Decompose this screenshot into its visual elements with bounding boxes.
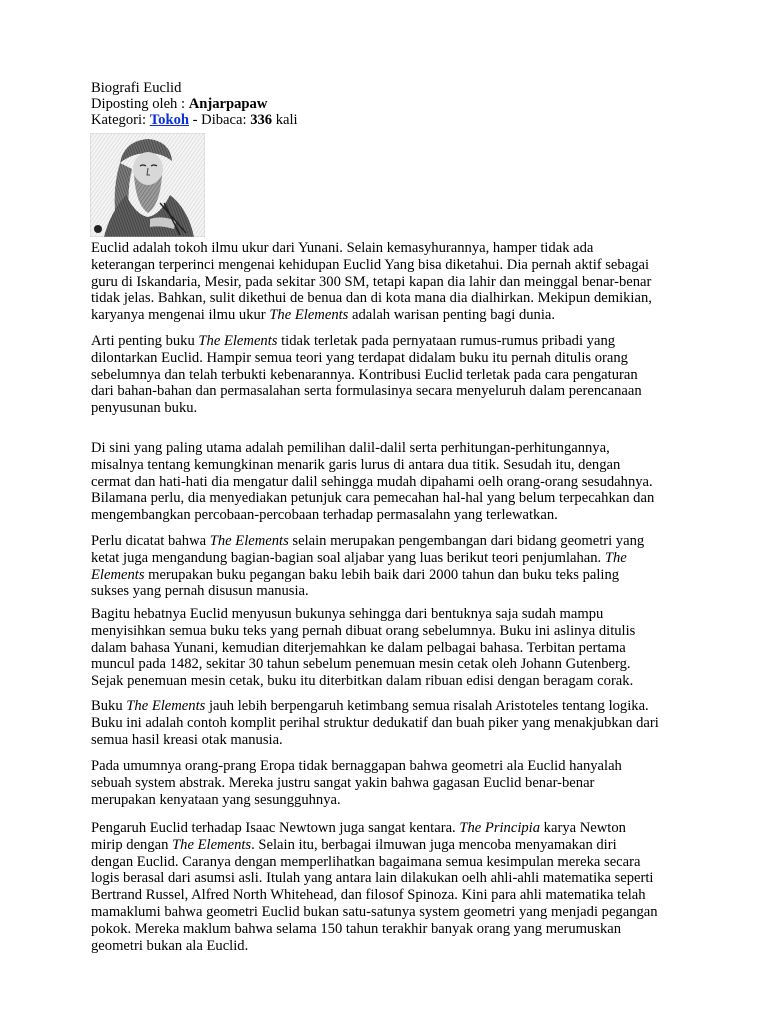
paragraph-line: Bilamana perlu, dia menyediakan petunjuk cara pemecahan hal-hal yang belum terpecahkan dan: [91, 490, 655, 507]
paragraph-line: dari bahan-bahan dan permasalahan serta formulasinya secara menyeluruh dalam perencanaan: [91, 383, 642, 400]
book-title: The Elements: [198, 333, 278, 349]
paragraph-line: Sejak penemuan mesin cetak, buku itu diterbitkan dalam ribuan edisi dengan beragam corak.: [91, 673, 634, 690]
paragraph-line: merupakan kenyataan yang sesungguhnya.: [91, 791, 341, 808]
paragraph-line: Bertrand Russel, Alfred North Whitehead, dan filosof Spinoza. Kini para ahli matematika telah: [91, 887, 646, 904]
paragraph-line: dilontarkan Euclid. Hampir semua teori yang terdapat didalam buku itu pernah ditulis orang: [91, 349, 628, 366]
paragraph-line: Euclid adalah tokoh ilmu ukur dari Yunani. Selain kemasyhurannya, hamper tidak ada: [91, 240, 594, 256]
paragraph-8: [91, 820, 681, 954]
author-name: Anjarpapaw: [188, 96, 268, 112]
paragraph-line: geometri bukan ala Euclid.: [91, 937, 249, 954]
paragraph-1: [91, 240, 681, 324]
paragraph-line: misalnya tentang kemungkinan menarik garis lurus di antara dua titik. Sesudah itu, dengan: [91, 456, 621, 473]
posted-by-line: [91, 96, 267, 113]
paragraph-line: Pada umumnya orang-prang Eropa tidak bernaggapan bahwa geometri ala Euclid hanyalah: [91, 758, 622, 774]
book-title: The Elements: [172, 836, 252, 853]
paragraph-line: dengan Euclid. Caranya dengan memperlihatkan bagaimana semua kesimpulan mereka secara: [91, 853, 641, 870]
paragraph-line: Pengaruh Euclid terhadap Isaac Newtown juga sangat kentara. The Principia karya Newton: [91, 820, 626, 836]
paragraph-line: muncul pada 1482, sekitar 30 tahun sebelum penemuan mesin cetak oleh Johann Gutenberg.: [91, 656, 631, 673]
paragraph-7: [91, 758, 681, 808]
paragraph-line: pokok. Mereka maklum bahwa selama 150 tahun terakhir banyak orang yang merumuskan: [91, 920, 622, 937]
paragraph-line: mengembangkan percobaan-percobaan terhadap permasalahn yang terlewatkan.: [91, 507, 558, 524]
paragraph-line: Buku ini adalah contoh komplit perihal struktur dedukatif dan buah piker yang menakjubkan dari: [91, 714, 659, 731]
category-link[interactable]: Tokoh: [149, 112, 189, 128]
book-title: The Elements: [126, 698, 206, 714]
read-label: - Dibaca:: [189, 112, 251, 128]
paragraph-line: Buku The Elements jauh lebih berpengaruh ketimbang semua risalah Aristoteles tentang logika.: [91, 698, 649, 714]
paragraph-line: Arti penting buku The Elements tidak terletak pada pernyataan rumus-rumus pribadi yang: [91, 333, 616, 349]
title-text: Biografi Euclid: [91, 80, 182, 96]
euclid-portrait: [90, 133, 205, 237]
paragraph-line: sebelumnya dan telah terbukti kebenarannya. Kontribusi Euclid terletak pada cara pengaturan: [91, 366, 638, 383]
paragraph-2: [91, 333, 681, 417]
paragraph-line: keterangan terperinci mengenai kehidupan Euclid Yang bisa diketahui. Dia pernah aktif sebagai: [91, 256, 650, 273]
posted-by-label: Diposting oleh :: [91, 96, 189, 112]
paragraph-6: [91, 698, 681, 748]
book-title: The Elements: [269, 307, 349, 324]
paragraph-4: [91, 533, 681, 600]
paragraph-line: Elements merupakan buku pegangan baku lebih baik dari 2000 tahun dan buku teks paling: [91, 566, 620, 583]
page-title: [91, 80, 181, 97]
paragraph-line: Bagitu hebatnya Euclid menyusun bukunya sehingga dari bentuknya saja sudah mampu: [91, 606, 604, 622]
paragraph-line: semua hasil kreasi otak manusia.: [91, 731, 283, 748]
paragraph-line: menyisihkan semua buku teks yang pernah dibuat orang sebelumnya. Buku ini aslinya ditulis: [91, 622, 636, 639]
paragraph-line: sukses yang pernah disusun manusia.: [91, 583, 309, 600]
euclid-engraving-image: [90, 133, 205, 237]
category-line: [91, 112, 298, 129]
paragraph-line: Perlu dicatat bahwa The Elements selain merupakan pengembangan dari bidang geometri yang: [91, 533, 645, 549]
book-title: The: [604, 549, 627, 566]
book-title: The Principia: [459, 820, 541, 836]
book-title: Elements: [91, 566, 145, 583]
paragraph-line: dalam bahasa Yunani, kemudian diterjemahkan ke dalam pelbagai bahasa. Terbitan pertama: [91, 639, 626, 656]
paragraph-line: mamaklumi bahwa geometri Euclid bukan satu-satunya system geometri yang menjadi pegangan: [91, 903, 658, 920]
paragraph-line: logis berasal dari asumsi asli. Itulah yang antara lain dilakukan oelh ahli-ahli matematika seperti: [91, 870, 654, 887]
read-suffix: kali: [272, 112, 298, 128]
paragraph-line: guru di Iskandaria, Mesir, pada sekitar 300 SM, tetapi kapan dia lahir dan meinggal benar-benar: [91, 273, 652, 290]
paragraph-line: Di sini yang paling utama adalah pemilihan dalil-dalil serta perhitungan-perhitungannya,: [91, 440, 610, 456]
read-count: 336: [250, 112, 273, 128]
book-title: The Elements: [209, 533, 289, 549]
paragraph-line: karyanya mengenai ilmu ukur The Elements adalah warisan penting bagi dunia.: [91, 307, 556, 324]
category-label: Kategori:: [91, 112, 150, 128]
paragraph-line: penyusunan buku.: [91, 400, 198, 417]
paragraph-line: mirip dengan The Elements. Selain itu, berbagai ilmuwan juga mencoba menyamakan diri: [91, 836, 617, 853]
paragraph-3: [91, 440, 681, 524]
paragraph-5: [91, 606, 681, 690]
paragraph-line: cermat dan hati-hati dia mengatur dalil sehingga mudah dipahami oelh orang-orang sesudahnya.: [91, 473, 653, 490]
paragraph-line: sebuah system abstrak. Mereka justru sangat yakin bahwa gagasan Euclid benar-benar: [91, 774, 595, 791]
paragraph-line: tidak jelas. Bahkan, sulit dikethui de benua dan di kota mana dia dialhirkan. Mekipun demikian,: [91, 290, 652, 307]
paragraph-line: ketat juga mengandung bagian-bagian soal aljabar yang luas berikut teori penjumlahan. The: [91, 549, 627, 566]
